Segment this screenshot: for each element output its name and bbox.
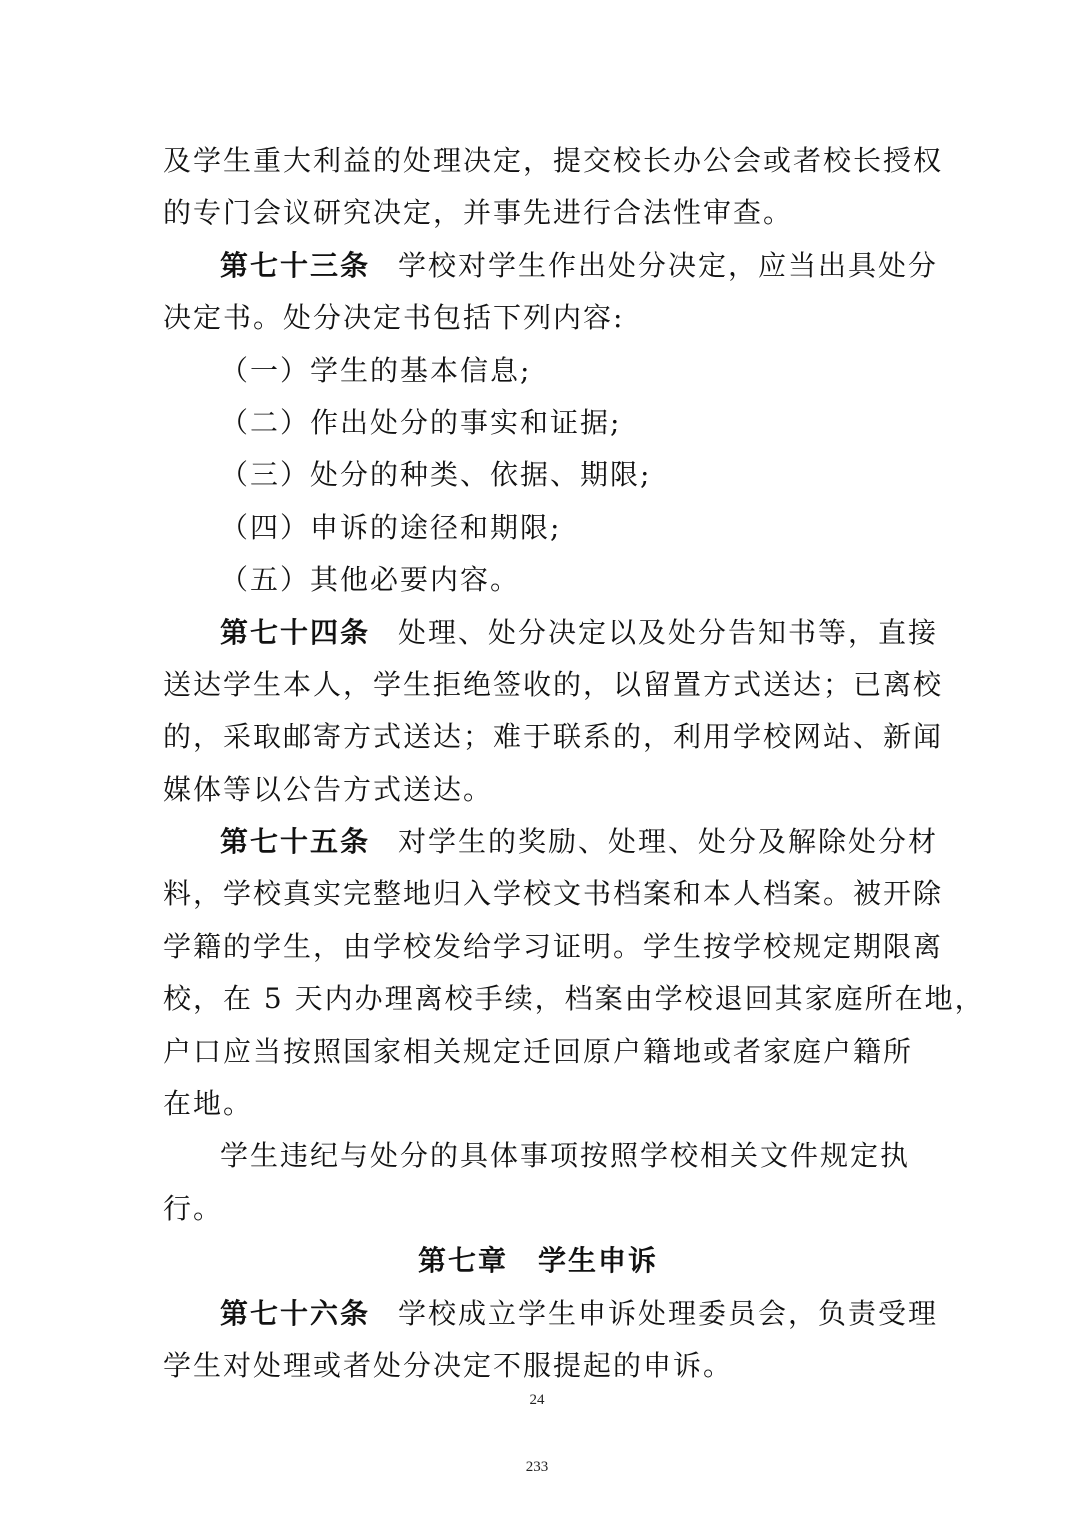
paragraph-line: 的专门会议研究决定，并事先进行合法性审查。 [163,196,794,230]
list-item: （三）处分的种类、依据、期限; [220,458,652,492]
paragraph-line: 决定书。处分决定书包括下列内容: [163,301,625,335]
paragraph-line: 学籍的学生，由学校发给学习证明。学生按学校规定期限离 [163,929,944,963]
paragraph-line: 学生对处理或者处分决定不服提起的申诉。 [163,1348,734,1382]
article-73-line [163,240,939,292]
list-item: （四）申诉的途径和期限; [220,510,562,544]
article-73-heading: 第七十三条 [220,248,371,282]
article-75-text: 对学生的奖励、处理、处分及解除处分材 [398,825,939,859]
article-76-heading: 第七十六条 [220,1296,371,1330]
closing-line: 学生违纪与处分的具体事项按照学校相关文件规定执 [220,1139,911,1173]
article-76-line [163,1288,939,1340]
body-text [163,135,985,1392]
page-number: 24 [529,1392,545,1408]
list-item: （二）作出处分的事实和证据; [220,405,622,439]
chapter-title: 第七章 学生申诉 [417,1244,658,1278]
list-item: （一）学生的基本信息; [220,353,532,387]
paragraph-line: 及学生重大利益的处理决定，提交校长办公会或者校长授权 [163,144,944,177]
paragraph-line: 料，学校真实完整地归入学校文书档案和本人档案。被开除 [163,877,944,911]
paragraph-line: 行。 [163,1191,224,1225]
paragraph-line: 送达学生本人，学生拒绝签收的，以留置方式送达；已离校 [163,667,944,701]
list-item: （五）其他必要内容。 [220,563,521,597]
paragraph-line: 在地。 [163,1087,254,1121]
article-76-text: 学校成立学生申诉处理委员会，负责受理 [398,1296,939,1330]
article-73-text: 学校对学生作出处分决定，应当出具处分 [398,248,939,282]
article-74-heading: 第七十四条 [220,615,371,649]
paragraph-line: 媒体等以公告方式送达。 [163,772,494,806]
original-page-number: 233 [525,1459,549,1475]
article-74-text: 处理、处分决定以及处分告知书等，直接 [398,615,939,649]
article-75-heading: 第七十五条 [220,825,371,859]
paragraph-line: 的，采取邮寄方式送达；难于联系的，利用学校网站、新闻 [163,720,944,754]
paragraph-line: 校，在 5 天内办理离校手续，档案由学校退回其家庭所在地， [163,982,985,1016]
article-75-line [163,816,939,868]
paragraph-line: 户口应当按照国家相关规定迁回原户籍地或者家庭户籍所 [163,1034,914,1068]
article-74-line [163,607,939,659]
